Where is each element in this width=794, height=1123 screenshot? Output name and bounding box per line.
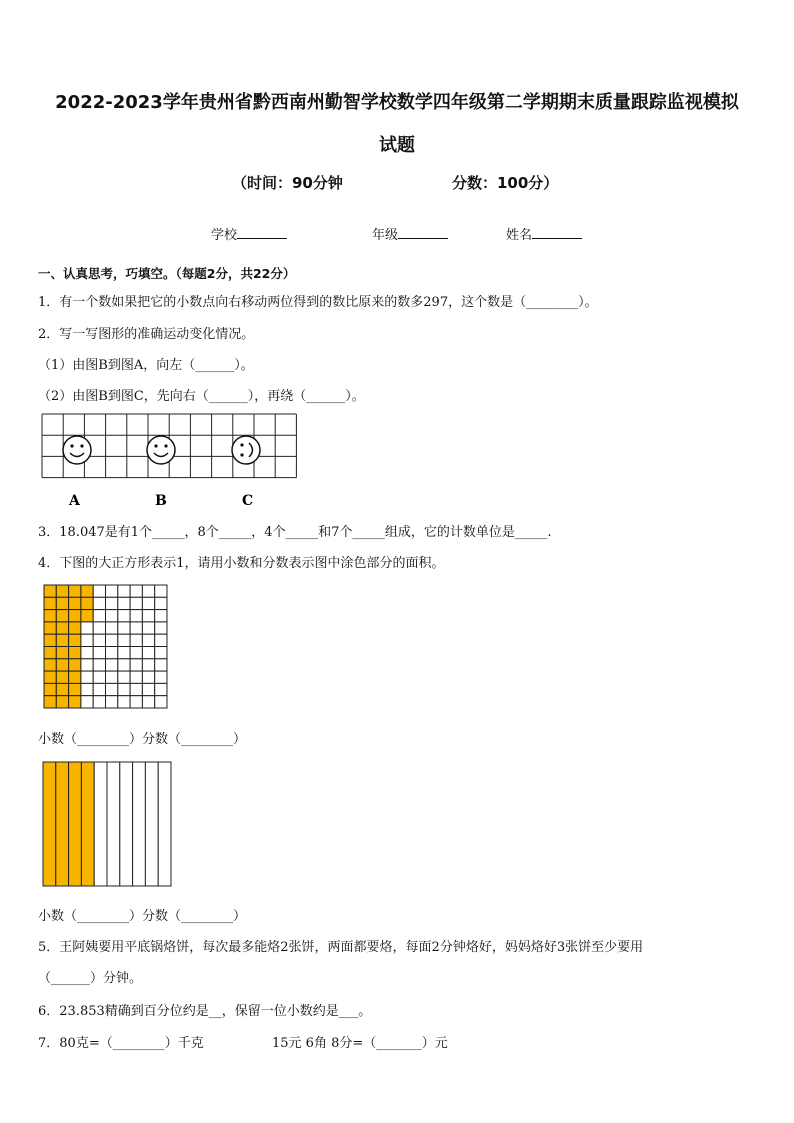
shaded-cell [44,610,56,622]
face-a [63,436,91,464]
shaded-cell [56,671,68,683]
shaded-cell [69,659,81,671]
shaded-cell [44,659,56,671]
grid-cell [155,647,167,659]
grid-cell [106,683,118,695]
tenths-bar-grid [42,761,174,888]
shaded-cell [44,634,56,646]
shaded-cell [56,634,68,646]
shaded-bar [81,762,94,886]
grid-cell [106,622,118,634]
grid-cell [81,671,93,683]
grid-cell [130,683,142,695]
label-b: B [155,493,167,509]
shaded-bar [56,762,69,886]
shaded-cell [69,610,81,622]
face-c-rotated [232,436,260,464]
shaded-cell [56,610,68,622]
grid-cell [155,659,167,671]
grid-cell [130,610,142,622]
grid-cell [130,585,142,597]
grid-cell [106,597,118,609]
grid-cell [106,610,118,622]
name-field [506,224,582,243]
grid-cell [142,647,154,659]
grid-cell [155,634,167,646]
shaded-cell [56,622,68,634]
grid-cell [93,696,105,708]
grade-blank[interactable] [398,226,448,239]
question-3: 3．18.047是有1个_____，8个_____，4个_____和7个_____组成，它的计数单位是_____. [38,525,552,540]
grid-cell [81,683,93,695]
grid-cell [118,585,130,597]
question-1: 1．有一个数如果把它的小数点向右移动两位得到的数比原来的数多297，这个数是（________）。 [38,295,598,310]
question-4-answer-1: 小数（________）分数（________） [38,732,247,747]
grid-cell [93,634,105,646]
shaded-cell [56,683,68,695]
label-a: A [69,493,80,509]
page-title: 2022-2023学年贵州省黔西南州勤智学校数学四年级第二学期期末质量跟踪监视模拟 [55,92,739,113]
shaded-cell [69,585,81,597]
grid-cell [155,696,167,708]
bar [145,762,158,886]
grid-cell [118,610,130,622]
shaded-cell [81,585,93,597]
grid-cell [81,696,93,708]
page-title-continued: 试题 [379,135,415,156]
grid-cell [118,696,130,708]
grid-cell [106,671,118,683]
grid-cell [93,610,105,622]
grid-cell [118,597,130,609]
question-5-line-2: （______）分钟。 [38,971,143,986]
shaded-bar [69,762,82,886]
grid-cell [81,659,93,671]
time-limit: （时间：90分钟 [232,174,343,192]
grid-cell [118,659,130,671]
grid-cell [155,610,167,622]
shaded-cell [69,597,81,609]
grid-cell [93,597,105,609]
grid-cell [142,634,154,646]
grid-cell [118,647,130,659]
name-label: 姓名 [506,228,533,243]
grid-cell [106,634,118,646]
shaded-cell [69,622,81,634]
grid-cell [130,622,142,634]
grid-cell [155,597,167,609]
question-2-part-1: （1）由图B到图A，向左（______）。 [38,358,254,373]
grade-label: 年级 [372,228,399,243]
grid-cell [130,696,142,708]
face-b [147,436,175,464]
grid-cell [130,597,142,609]
total-score: 分数：100分） [452,174,559,192]
question-4-stem: 4．下图的大正方形表示1，请用小数和分数表示图中涂色部分的面积。 [38,556,445,571]
shaded-cell [44,597,56,609]
grid-cell [155,622,167,634]
shaded-cell [69,671,81,683]
grid-cell [142,696,154,708]
bar [133,762,146,886]
grid-cell [142,683,154,695]
grid-cell [106,659,118,671]
school-field [211,224,287,243]
bar [107,762,120,886]
grid-cell [106,696,118,708]
section-heading: 一、认真思考，巧填空。（每题2分，共22分） [38,266,296,281]
grid-cell [142,597,154,609]
question-7-part-1: 7．80克=（________）千克 [38,1036,204,1051]
shaded-bar [43,762,56,886]
question-6: 6．23.853精确到百分位约是__，保留一位小数约是___。 [38,1004,372,1019]
grid-cell [142,671,154,683]
shaded-cell [56,659,68,671]
grid-cell [93,622,105,634]
grid-cell [106,585,118,597]
question-2-part-2: （2）由图B到图C，先向右（______），再绕（______）。 [38,389,365,404]
grid-cell [106,647,118,659]
question-5-line-1: 5．王阿姨要用平底锅烙饼，每次最多能烙2张饼，两面都要烙，每面2分钟烙好，妈妈烙好3张饼至少要用 [38,940,644,955]
shaded-cell [44,585,56,597]
grid-cell [93,647,105,659]
grid-cell [81,647,93,659]
grid-cell [118,634,130,646]
grid-cell [118,683,130,695]
question-4-answer-2: 小数（________）分数（________） [38,909,247,924]
grid-cell [93,659,105,671]
shaded-cell [69,647,81,659]
grid-cell [81,634,93,646]
grid-cell [130,659,142,671]
shaded-cell [69,683,81,695]
hundred-square-grid [43,584,169,710]
grid-cell [142,659,154,671]
school-blank[interactable] [237,226,287,239]
bar [158,762,171,886]
grid-cell [130,671,142,683]
shaded-cell [56,597,68,609]
grid-cell [155,585,167,597]
grid-cell [118,671,130,683]
question-2-stem: 2．写一写图形的准确运动变化情况。 [38,327,255,342]
grade-field [372,224,448,243]
shaded-cell [81,597,93,609]
grid-cell [81,622,93,634]
shaded-cell [69,634,81,646]
shaded-cell [44,696,56,708]
label-c: C [242,493,254,509]
bar [94,762,107,886]
shaded-cell [56,647,68,659]
grid-cell [130,634,142,646]
grid-cell [118,622,130,634]
shaded-cell [44,671,56,683]
grid-cell [142,585,154,597]
shaded-cell [56,585,68,597]
smiley-grid-figure [40,412,302,510]
name-blank[interactable] [532,226,582,239]
question-7-part-2: 15元 6角 8分=（_______）元 [272,1036,448,1051]
bar [120,762,133,886]
shaded-cell [81,610,93,622]
shaded-cell [44,622,56,634]
grid-cell [155,683,167,695]
grid-cell [142,622,154,634]
grid-cell [93,671,105,683]
grid-cell [142,610,154,622]
shaded-cell [44,683,56,695]
grid-cell [93,585,105,597]
school-label: 学校 [211,228,238,243]
shaded-cell [44,647,56,659]
grid-cell [130,647,142,659]
grid-cell [155,671,167,683]
shaded-cell [56,696,68,708]
shaded-cell [69,696,81,708]
grid-cell [93,683,105,695]
